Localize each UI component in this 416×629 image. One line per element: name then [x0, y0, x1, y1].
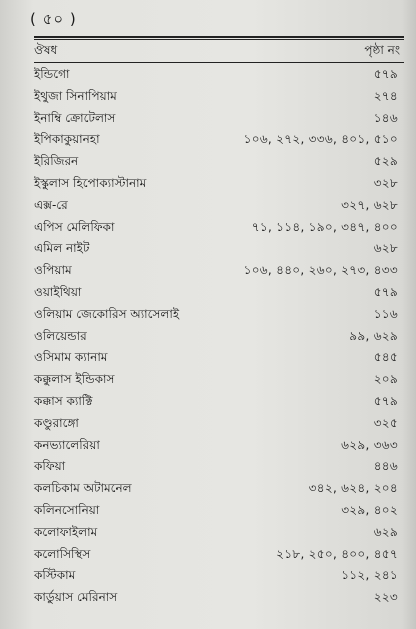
drug-name: কলচিকাম অটামনেল: [34, 481, 132, 496]
drug-name: ইন্ডিগো: [34, 67, 70, 81]
table-row: [34, 391, 404, 413]
page-refs: ৫৭৯: [373, 284, 398, 299]
page-refs: ১৪৬: [373, 110, 398, 125]
page-refs: ৫৭৯: [373, 393, 398, 408]
table-row: [34, 435, 404, 457]
drug-name: ইথুজা সিনাপিয়াম: [34, 88, 117, 103]
drug-name: কলোসিস্থিস: [34, 546, 91, 561]
drug-name: ওয়াইথিয়া: [34, 284, 82, 299]
page-refs: ২০৯: [373, 372, 398, 387]
page-refs: ৩৪২, ৬২৪, ২০৪: [308, 481, 398, 496]
drug-name: কক্কুলাস ইন্ডিকাস: [34, 372, 115, 387]
drug-name: কলোফাইলাম: [34, 524, 98, 539]
table-row: [34, 565, 404, 587]
table-row: [34, 347, 404, 369]
drug-name: এক্স-রে: [34, 197, 68, 212]
table-row: [34, 413, 404, 435]
page-number: ( ৫০ ): [30, 10, 77, 28]
header-drug-column: ঔষধ: [34, 43, 58, 57]
page-refs: ৩২৭, ৬২৮: [341, 197, 398, 212]
drug-name: কার্ডুয়াস মেরিনাস: [34, 590, 118, 605]
page-refs: ২১৮, ২৫০, ৪০০, ৪৫৭: [276, 546, 398, 561]
page-refs: ৬২৮: [373, 241, 398, 256]
table-row: [34, 260, 404, 282]
table-row: [34, 456, 404, 478]
page-refs: ৯৯, ৬২৯: [349, 328, 398, 343]
drug-name: ইপিকাকুয়ানহা: [34, 132, 100, 147]
drug-name: কক্কাস ক্যাক্টি: [34, 393, 93, 408]
drug-name: কনভ্যালেরিয়া: [34, 437, 100, 452]
page-refs: ৫৭৯: [373, 67, 398, 81]
page-refs: ১০৬, ৪৪০, ২৬০, ২৭৩, ৪৩৩: [243, 263, 398, 278]
page-refs: ১০৬, ২৭২, ৩৩৬, ৪০১, ৫১০: [243, 132, 398, 147]
page-refs: ৩২৫: [373, 415, 398, 430]
page-refs: ২২৩: [373, 590, 398, 605]
page-fold-shadow: [402, 0, 416, 629]
drug-name: কণ্ডুরাঙ্গো: [34, 415, 79, 430]
table-row: [34, 304, 404, 326]
table-row: [34, 129, 404, 151]
drug-name: ইনাম্বি ক্রোটেলাস: [34, 110, 116, 125]
page-refs: ৩২৮: [373, 175, 398, 190]
table-row: [34, 522, 404, 544]
table-row: [34, 151, 404, 173]
page-refs: ৫২৯: [373, 154, 398, 169]
table-row: [34, 587, 404, 609]
drug-name: কস্টিকাম: [34, 568, 76, 583]
drug-name: এপিস মেলিফিকা: [34, 219, 115, 234]
drug-name: ইরিজিরন: [34, 154, 79, 169]
table-row: [34, 500, 404, 522]
table-row: [34, 217, 404, 239]
table-row: [34, 326, 404, 348]
table-row: [34, 64, 404, 86]
page-refs: ৬২৯, ৩৬৩: [341, 437, 398, 452]
index-table: [34, 64, 404, 609]
table-row: [34, 238, 404, 260]
page-refs: ৭১, ১১৪, ১৯০, ৩৪৭, ৪০০: [251, 219, 398, 234]
drug-name: ওসিমাম ক্যানাম: [34, 350, 108, 365]
table-row: [34, 478, 404, 500]
page-refs: ৫৪৫: [373, 350, 398, 365]
page-refs: ৪৪৬: [373, 459, 398, 474]
drug-name: ওপিয়াম: [34, 263, 72, 278]
table-row: [34, 108, 404, 130]
drug-name: এমিল নাইট: [34, 241, 90, 256]
header-rule: [34, 62, 404, 63]
page-refs: ২৭৪: [373, 88, 398, 103]
table-row: [34, 369, 404, 391]
table-row: [34, 544, 404, 566]
table-header: [34, 42, 404, 60]
drug-name: ওলিয়াম জেকোরিস অ্যাসেলাই: [34, 306, 180, 321]
header-page-column: পৃষ্ঠা নং: [364, 43, 400, 57]
drug-name: ইস্কুলাস হিপোক্যাস্টানাম: [34, 175, 147, 190]
drug-name: কলিনসোনিয়া: [34, 502, 100, 517]
table-row: [34, 173, 404, 195]
top-rule-thin: [34, 39, 404, 40]
drug-name: ওলিয়েন্ডার: [34, 328, 87, 343]
drug-name: কফিয়া: [34, 459, 66, 474]
page-refs: ৬২৯: [373, 524, 398, 539]
page-refs: ১১২, ২৪১: [341, 568, 398, 583]
table-row: [34, 195, 404, 217]
page-refs: ১১৬: [373, 306, 398, 321]
page-refs: ৩২৯, ৪০২: [341, 502, 398, 517]
table-row: [34, 86, 404, 108]
top-rule: [34, 36, 404, 38]
table-row: [34, 282, 404, 304]
